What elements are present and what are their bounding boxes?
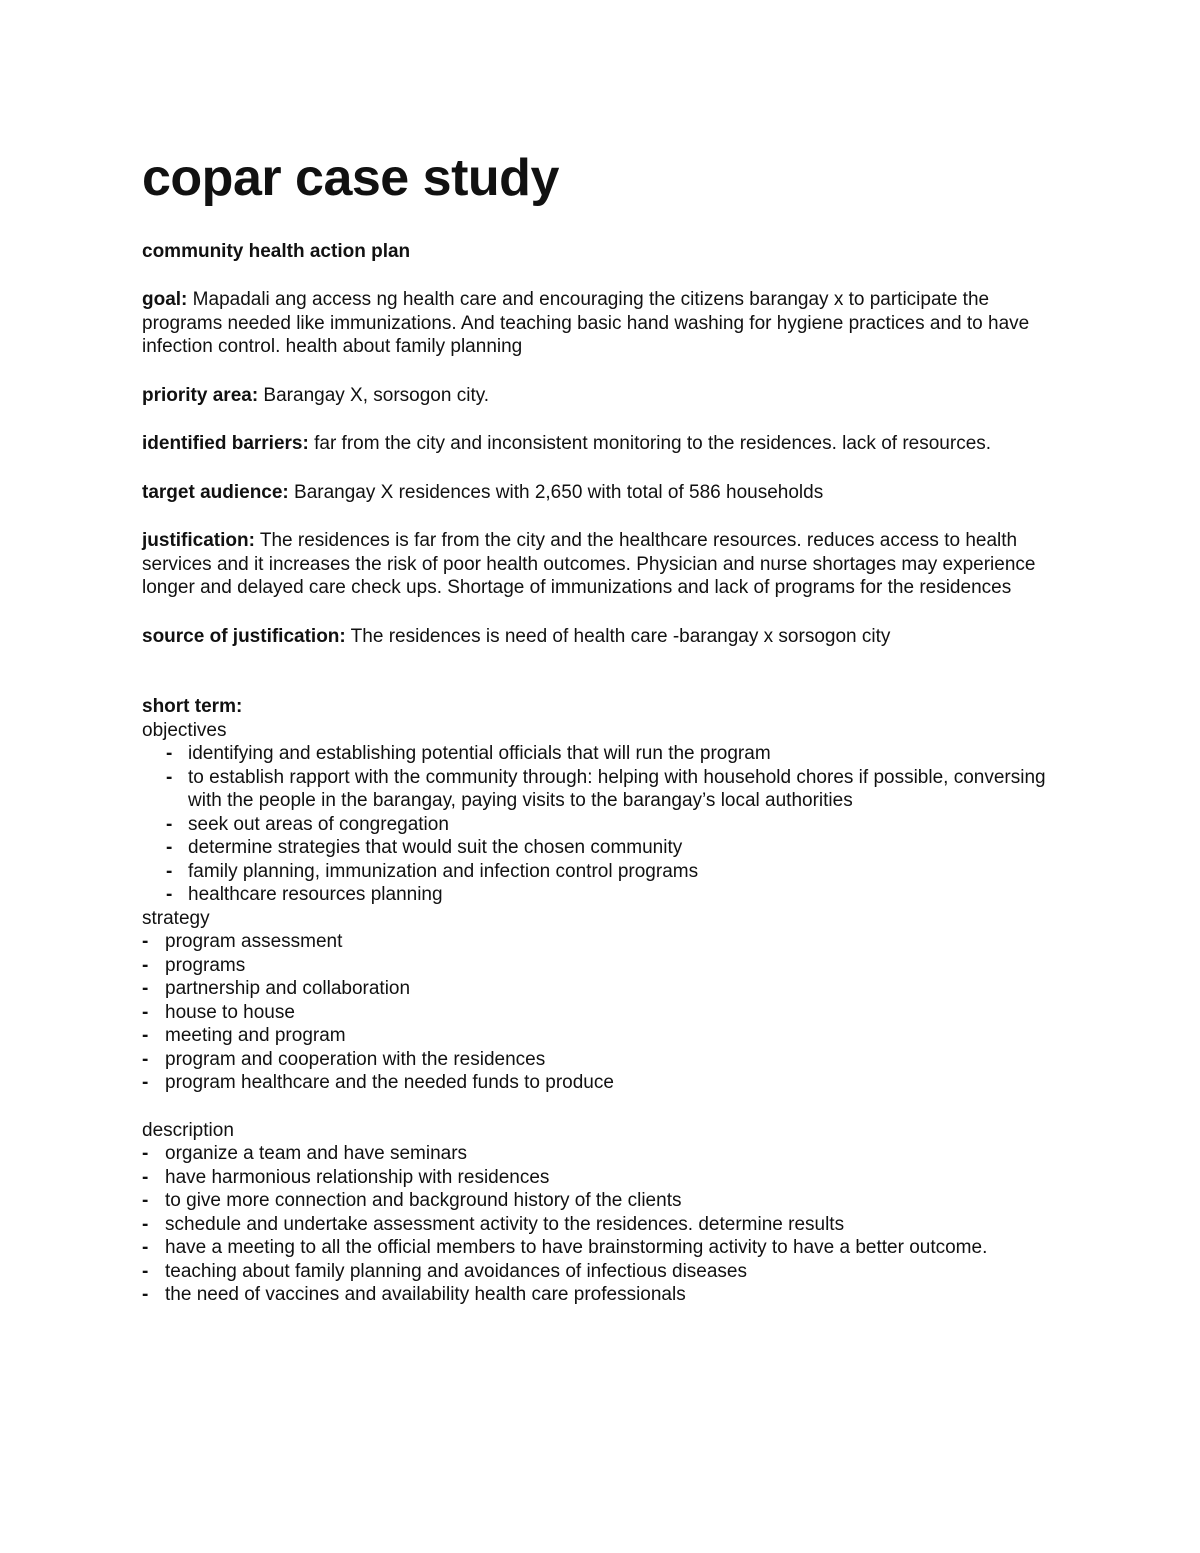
short-term-heading-text: short term:	[142, 696, 243, 717]
target-audience-paragraph	[142, 481, 1072, 505]
document-page	[142, 148, 1072, 1307]
priority-area-label: priority area:	[142, 384, 259, 406]
priority-area-paragraph	[142, 384, 1072, 408]
goal-paragraph	[142, 288, 1072, 359]
list-item: - have harmonious relationship with residences	[142, 1166, 1072, 1190]
identified-barriers-text: far from the city and inconsistent monitoring to the residences. lack of resources.	[308, 433, 992, 454]
target-audience-text: Barangay X residences with 2,650 with total of 586 households	[288, 481, 824, 503]
list-item: - house to house	[142, 1001, 1072, 1025]
justification-label: justification:	[142, 530, 255, 551]
list-item: - partnership and collaboration	[142, 977, 1072, 1001]
goal-label: goal:	[142, 289, 188, 310]
justification-paragraph	[142, 529, 1072, 600]
identified-barriers-paragraph	[142, 432, 1072, 456]
identified-barriers-label: identified barriers:	[142, 433, 309, 454]
priority-area-text: Barangay X, sorsogon city.	[258, 384, 490, 406]
description-list	[142, 1142, 1072, 1307]
list-item: - program and cooperation with the residences	[142, 1048, 1072, 1072]
list-item: - have a meeting to all the official members to have brainstorming activity to have a better outcome.	[142, 1236, 1072, 1260]
list-item: - meeting and program	[142, 1024, 1072, 1048]
strategy-label: strategy	[142, 907, 210, 929]
strategy-list	[142, 930, 1072, 1095]
list-item: - healthcare resources planning	[142, 883, 1072, 907]
list-item: - the need of vaccines and availability health care professionals	[142, 1283, 1072, 1307]
list-item: - schedule and undertake assessment activity to the residences. determine results	[142, 1213, 1072, 1237]
objectives-list	[142, 742, 1072, 907]
objectives-label: objectives	[142, 719, 227, 741]
source-of-justification-paragraph	[142, 625, 1072, 649]
source-of-justification-label: source of justification:	[142, 625, 346, 647]
list-item: - seek out areas of congregation	[142, 813, 1072, 837]
short-term-heading	[142, 695, 1072, 719]
list-item: - determine strategies that would suit the chosen community	[142, 836, 1072, 860]
list-item: - family planning, immunization and infection control programs	[142, 860, 1072, 884]
goal-text: Mapadali ang access ng health care and encouraging the citizens barangay x to participate the programs needed like immunizations. And teaching basic hand washing for hygiene practices and to have infection control. health about family planning	[142, 289, 1030, 357]
document-title: copar case study	[142, 149, 559, 207]
list-item: - to establish rapport with the community through: helping with household chores if possible, conversing with the people in the barangay, paying visits to the barangay’s local authorities	[142, 766, 1072, 813]
description-label: description	[142, 1119, 234, 1141]
source-of-justification-text: The residences is need of health care -barangay x sorsogon city	[345, 625, 891, 647]
list-item: - teaching about family planning and avoidances of infectious diseases	[142, 1260, 1072, 1284]
list-item: - identifying and establishing potential officials that will run the program	[142, 742, 1072, 766]
list-item: - organize a team and have seminars	[142, 1142, 1072, 1166]
justification-text: The residences is far from the city and the healthcare resources. reduces access to health services and it increases the risk of poor health outcomes. Physician and nurse shortages may experience longer and delayed care check ups. Shortage of immunizations and lack of programs for the residences	[142, 530, 1036, 598]
list-item: - to give more connection and background history of the clients	[142, 1189, 1072, 1213]
list-item: - program healthcare and the needed funds to produce	[142, 1071, 1072, 1095]
list-item: - programs	[142, 954, 1072, 978]
target-audience-label: target audience:	[142, 481, 289, 503]
list-item: - program assessment	[142, 930, 1072, 954]
document-subtitle: community health action plan	[142, 241, 411, 262]
